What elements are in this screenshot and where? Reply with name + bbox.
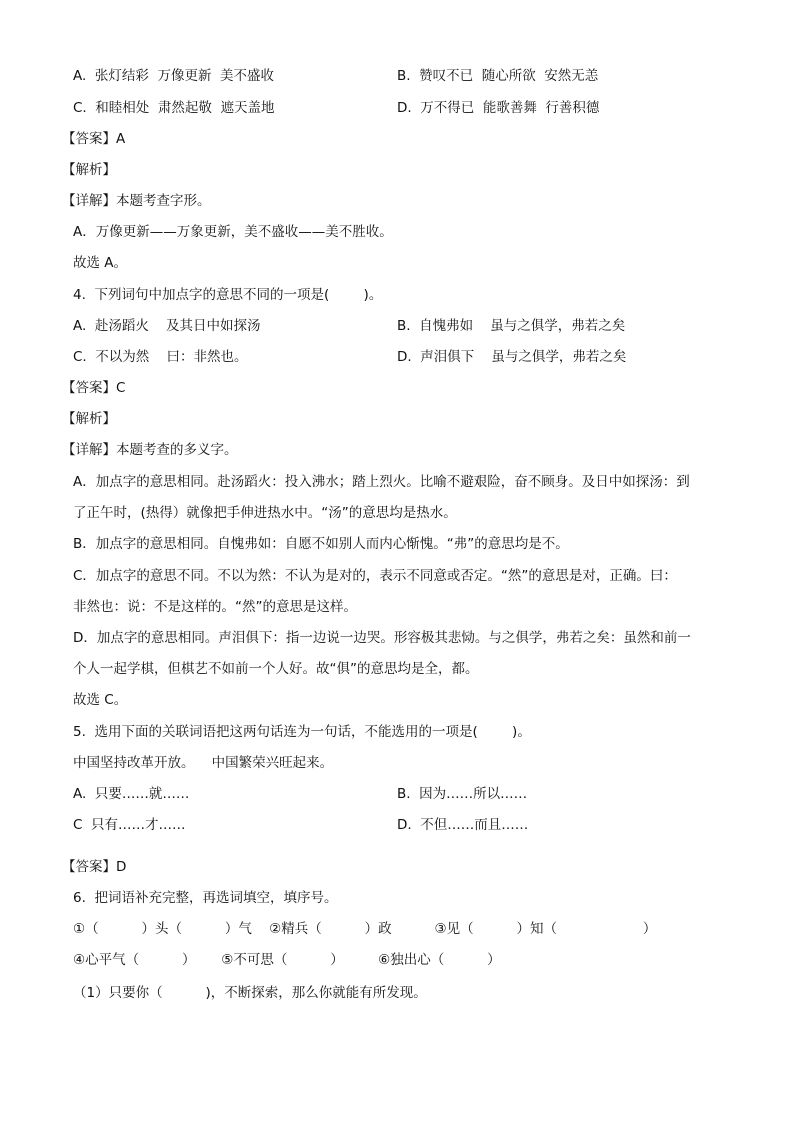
q3-option-d: D. 万不得已 能歌善舞 行善积德: [397, 100, 600, 116]
q6-word-row-2: ④心平气（ ） ⑤不可思（ ） ⑥独出心（ ）: [73, 952, 501, 968]
q4-explanation-line: C．加点字的意思不同。不以为然：不认为是对的，表示不同意或否定。“然”的意思是对，正确。曰：: [73, 568, 677, 584]
q6-word-row-1: ①（ ）头（ ）气 ②精兵（ ）政 ③见（ ）知（ ）: [73, 921, 657, 937]
q4-explanation-line: 个人一起学棋，但棋艺不如前一个人好。故“俱”的意思均是全，都。: [73, 661, 479, 677]
q3-detail: 【详解】本题考查字形。: [62, 193, 211, 209]
q5-stem: 5. 选用下面的关联词语把这两句话连为一句话，不能选用的一项是( )。: [73, 724, 531, 740]
q5-option-c: C 只有……才……: [73, 817, 186, 833]
q3-option-b: B. 赞叹不已 随心所欲 安然无恙: [397, 68, 599, 84]
q4-explanation-line: B．加点字的意思相同。自愧弗如：自愿不如别人而内心惭愧。“弗”的意思均是不。: [73, 536, 569, 552]
q4-explanation-line: D．加点字的意思相同。声泪俱下：指一边说一边哭。形容极其悲恸。与之俱学，弗若之矣：虽然和前一: [73, 630, 691, 646]
q6-stem: 6. 把词语补充完整，再选词填空，填序号。: [73, 890, 338, 906]
q5-option-d: D. 不但……而且……: [397, 817, 529, 833]
q4-option-d: D. 声泪俱下 虽与之俱学，弗若之矣: [397, 349, 627, 365]
q3-option-c: C. 和睦相处 肃然起敬 遮天盖地: [73, 100, 275, 116]
q4-detail: 【详解】本题考查的多义字。: [62, 442, 238, 458]
q4-option-c: C. 不以为然 曰：非然也。: [73, 349, 248, 365]
q4-answer: 【答案】C: [62, 380, 126, 396]
q5-sentence: 中国坚持改革开放。 中国繁荣兴旺起来。: [73, 755, 334, 771]
q4-choose: 故选 C。: [73, 692, 128, 708]
q3-choose: 故选 A。: [73, 255, 128, 271]
q3-option-a: A. 张灯结彩 万像更新 美不盛收: [73, 68, 275, 84]
q4-explanation-line: 了正午时，(热得）就像把手伸进热水中。“汤”的意思均是热水。: [73, 505, 457, 521]
q4-analysis-label: 【解析】: [62, 411, 116, 427]
q5-option-a: A. 只要……就……: [73, 786, 190, 802]
q5-option-b: B. 因为……所以……: [397, 786, 528, 802]
q6-subquestion-1: （1）只要你（ )，不断探索，那么你就能有所发现。: [73, 985, 427, 1001]
q3-answer: 【答案】A: [62, 131, 126, 147]
q4-explanation-line: 非然也：说：不是这样的。“然”的意思是这样。: [73, 599, 357, 615]
q5-answer: 【答案】D: [62, 859, 127, 875]
q3-explanation: A．万像更新——万象更新，美不盛收——美不胜收。: [73, 224, 393, 240]
q4-option-b: B. 自愧弗如 虽与之俱学，弗若之矣: [397, 318, 626, 334]
q3-analysis-label: 【解析】: [62, 162, 116, 178]
q4-explanation-line: A．加点字的意思相同。赴汤蹈火：投入沸水；踏上烈火。比喻不避艰险，奋不顾身。及日中如探汤：到: [73, 474, 690, 490]
q4-stem: 4. 下列词句中加点字的意思不同的一项是( )。: [73, 287, 383, 303]
q4-option-a: A. 赴汤蹈火 及其日中如探汤: [73, 318, 261, 334]
